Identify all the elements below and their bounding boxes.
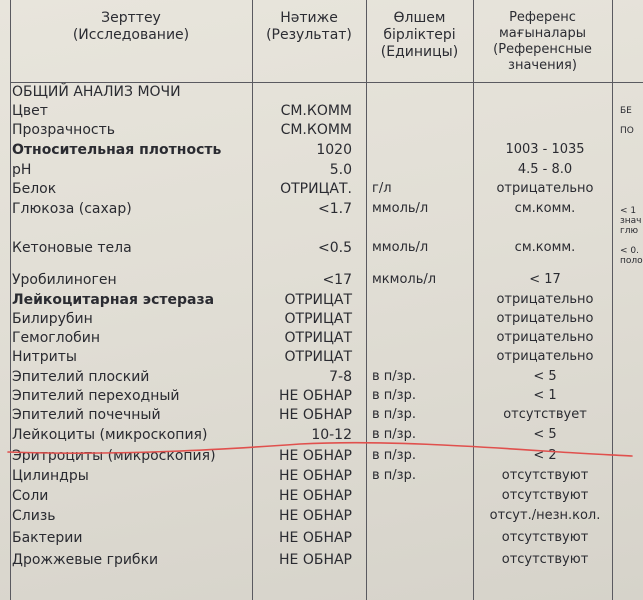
test-result: НЕ ОБНАР	[279, 508, 352, 524]
test-reference: отрицательно	[496, 311, 594, 326]
header-result: Нәтиже (Результат)	[266, 10, 352, 43]
test-result: ОТРИЦАТ.	[280, 181, 352, 197]
test-name: Цвет	[12, 103, 48, 119]
test-unit: мкмоль/л	[372, 272, 437, 287]
edge-note-clarity: ПО	[620, 126, 634, 136]
edge-note-color: БЕ	[620, 106, 632, 116]
test-reference: отрицательно	[496, 181, 594, 196]
test-unit: ммоль/л	[372, 201, 429, 216]
test-result: 1020	[316, 142, 352, 158]
test-name: Белок	[12, 181, 57, 197]
test-name: pH	[12, 162, 32, 178]
test-result: СМ.КОММ	[280, 103, 352, 119]
test-result: ОТРИЦАТ	[284, 330, 352, 346]
edge-note-ketone-1: < 0.	[620, 246, 639, 256]
test-name: Эпителий плоский	[12, 369, 150, 385]
test-reference: отсутствует	[503, 407, 587, 422]
test-name: Бактерии	[12, 530, 83, 546]
test-reference: < 5	[533, 369, 557, 384]
test-reference: отсутствуют	[501, 552, 589, 567]
test-result: 10-12	[311, 427, 352, 443]
test-result: <0.5	[318, 240, 352, 256]
test-name: Лейкоцитарная эстераза	[12, 292, 215, 308]
test-name: Эритроциты (микроскопия)	[12, 448, 216, 464]
section-title: ОБЩИЙ АНАЛИЗ МОЧИ	[12, 84, 181, 100]
edge-note-glucose-1: < 1	[620, 206, 637, 216]
test-unit: в п/зр.	[372, 407, 416, 422]
header-test: Зерттеу (Исследование)	[72, 10, 190, 43]
test-reference: отсутствуют	[501, 488, 589, 503]
test-name: Кетоновые тела	[12, 240, 132, 256]
test-reference: < 17	[529, 272, 561, 287]
test-reference: 4.5 - 8.0	[517, 162, 573, 177]
test-result: <17	[322, 272, 352, 288]
test-name: Гемоглобин	[12, 330, 101, 346]
edge-note-glucose-3: глю	[620, 226, 639, 236]
test-result: НЕ ОБНАР	[279, 448, 352, 464]
test-name: Уробилиноген	[12, 272, 117, 288]
test-result: НЕ ОБНАР	[279, 468, 352, 484]
header-unit: Өлшем бірліктері (Единицы)	[380, 10, 459, 60]
test-name: Эпителий переходный	[12, 388, 180, 404]
test-unit: в п/зр.	[372, 369, 416, 384]
test-result: ОТРИЦАТ	[284, 349, 352, 365]
test-result: 7-8	[329, 369, 352, 385]
header-reference: Референс мағыналары (Референсные значения)	[493, 10, 592, 73]
test-reference: < 1	[533, 388, 557, 403]
test-name: Билирубин	[12, 311, 93, 327]
test-result: НЕ ОБНАР	[279, 488, 352, 504]
test-name: Относительная плотность	[12, 142, 222, 158]
test-result: НЕ ОБНАР	[279, 552, 352, 568]
test-result: 5.0	[329, 162, 352, 178]
test-unit: ммоль/л	[372, 240, 429, 255]
test-reference: отсутствуют	[501, 530, 589, 545]
test-reference: отрицательно	[496, 349, 594, 364]
test-name: Нитриты	[12, 349, 77, 365]
test-name: Глюкоза (сахар)	[12, 201, 132, 217]
test-reference: < 5	[533, 427, 557, 442]
test-name: Прозрачность	[12, 122, 115, 138]
test-result: НЕ ОБНАР	[279, 407, 352, 423]
test-unit: г/л	[372, 181, 392, 196]
test-name: Лейкоциты (микроскопия)	[12, 427, 208, 443]
test-unit: в п/зр.	[372, 448, 416, 463]
test-reference: отрицательно	[496, 330, 594, 345]
test-unit: в п/зр.	[372, 427, 416, 442]
test-unit: в п/зр.	[372, 468, 416, 483]
test-result: НЕ ОБНАР	[279, 530, 352, 546]
test-result: ОТРИЦАТ	[284, 311, 352, 327]
test-name: Цилиндры	[12, 468, 89, 484]
test-reference: 1003 - 1035	[505, 142, 585, 157]
test-name: Дрожжевые грибки	[12, 552, 159, 568]
test-reference: см.комм.	[514, 201, 576, 216]
test-result: ОТРИЦАТ	[284, 292, 352, 308]
test-result: НЕ ОБНАР	[279, 388, 352, 404]
test-reference: отсут./незн.кол.	[489, 508, 601, 523]
edge-note-ketone-2: поло	[620, 256, 643, 266]
test-unit: в п/зр.	[372, 388, 416, 403]
test-name: Эпителий почечный	[12, 407, 161, 423]
edge-note-glucose-2: знач	[620, 216, 642, 226]
test-name: Слизь	[12, 508, 56, 524]
test-result: <1.7	[318, 201, 352, 217]
test-reference: отрицательно	[496, 292, 594, 307]
test-reference: < 2	[533, 448, 557, 463]
test-reference: отсутствуют	[501, 468, 589, 483]
test-reference: см.комм.	[514, 240, 576, 255]
test-result: СМ.КОММ	[280, 122, 352, 138]
test-name: Соли	[12, 488, 49, 504]
